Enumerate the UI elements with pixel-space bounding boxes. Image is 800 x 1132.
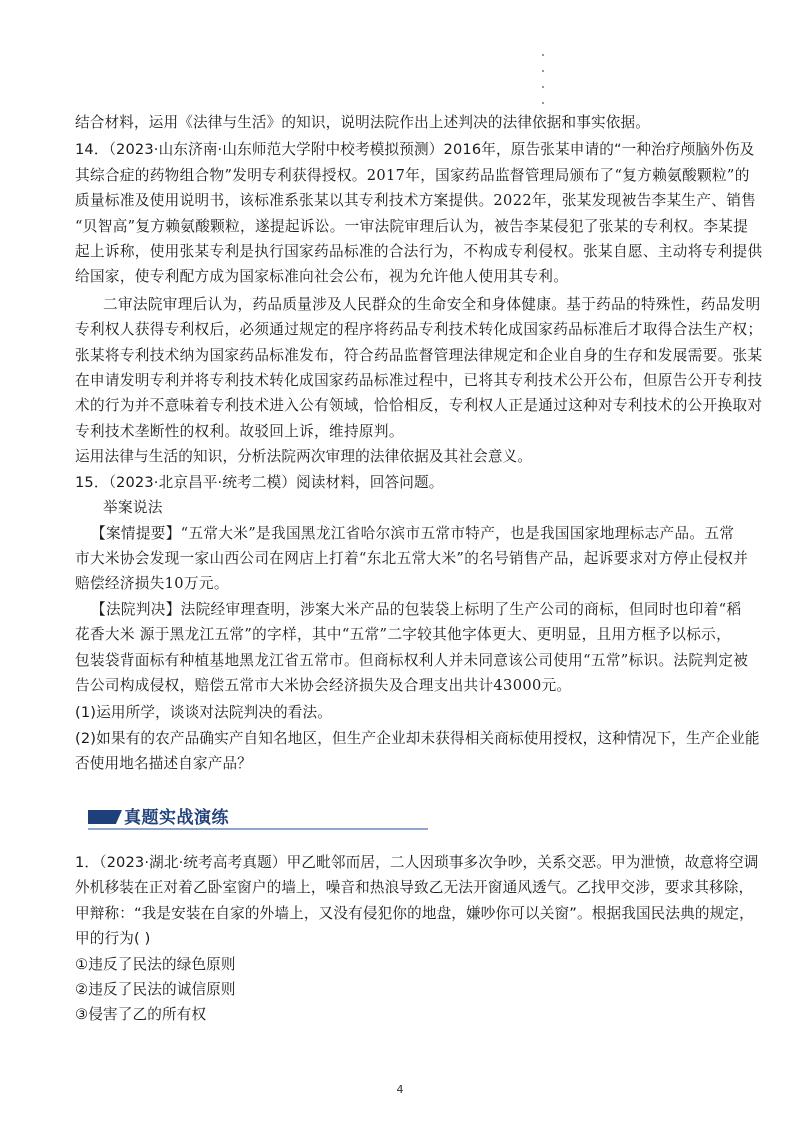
- r1-option: ②违反了民法的诚信原则: [75, 981, 236, 999]
- q15-verdict-line: 告公司构成侵权，赔偿五常市大米协会经济损失及合理支出共计43000元。: [75, 676, 572, 694]
- r1-line: 甲辩称：“我是安装在自家的外墙上，又没有侵犯你的地盘，嫌吵你可以关窗”。根据我国民法典的规定，: [75, 904, 754, 922]
- q15-verdict-line: 包装袋背面标有种植基地黑龙江省五常市。但商标权利人并未同意该公司使用“五常”标识。法院判定被: [75, 651, 749, 669]
- q14-line: 给国家，使专利配方成为国家标准向社会公布，视为允许他人使用其专利。: [75, 268, 569, 286]
- r1-line: 外机移装在正对着乙卧室窗户的墙上，噪音和热浪导致乙无法开窗通风透气。乙找甲交涉，要求其移除，: [75, 879, 754, 897]
- question-15: [75, 470, 760, 777]
- scan-dots: [540, 54, 546, 118]
- section-content: [75, 850, 759, 1028]
- page-number: 4: [396, 1083, 404, 1096]
- real-question-1: [75, 850, 759, 1028]
- q14-line: 其综合症的药物组合物”发明专利获得授权。2017年，国家药品监督管理局颁布了“复方赖氨酸颗粒”的: [75, 166, 750, 184]
- dot: [542, 70, 544, 72]
- q15-case-line: 赔偿经济损失10万元。: [75, 575, 229, 593]
- section-title: 真题实战演练: [124, 808, 229, 828]
- q15-subquestion-2: (2)如果有的农产品确实产自知名地区，但生产企业却未获得相关商标使用授权，这种情况下，生产企业能: [75, 729, 760, 747]
- q14-line: 质量标准及使用说明书，该标准系张某以其专利技术方案提供。2022年，张某发现被告李某生产、销售: [75, 192, 757, 210]
- q14-para2-line: 专利权人获得专利权后，必须通过规定的程序将药品专利技术转化成国家药品标准后才取得合法生产权；: [75, 321, 763, 339]
- q15-subquestion-2: 否使用地名描述自家产品？: [75, 755, 252, 773]
- r1-option: ③侵害了乙的所有权: [75, 1006, 207, 1024]
- section-underline: [88, 828, 428, 830]
- q14-line: 14．（2023·山东济南·山东师范大学附中校考模拟预测）2016年，原告张某申请的“一种治疗颅脑外伤及: [75, 141, 755, 159]
- q15-intro: 15．（2023·北京昌平·统考二模）阅读材料，回答问题。: [75, 473, 444, 491]
- dot: [542, 102, 544, 104]
- q15-subquestion-1: (1)运用所学，谈谈对法院判决的看法。: [75, 704, 333, 722]
- q15-verdict-line: 花香大米 源于黑龙江五常”的字样，其中“五常”二字较其他字体更大、更明显，且用方框予以标示，: [75, 626, 732, 644]
- dot: [542, 86, 544, 88]
- r1-line: 甲的行为( ): [75, 930, 151, 948]
- q14-question: 运用法律与生活的知识，分析法院两次审理的法律依据及其社会意义。: [75, 448, 533, 466]
- q14-line: “贝智高”复方赖氨酸颗粒，遂提起诉讼。一审法院审理后认为，被告李某侵犯了张某的专利权。李某提: [75, 217, 749, 235]
- q15-subtitle: 举案说法: [103, 499, 163, 517]
- q14-para2-line: 张某将专利技术纳为国家药品标准发布，符合药品监督管理法律规定和企业自身的生存和发展需要。张某: [75, 346, 763, 364]
- q15-verdict-line: 【法院判决】法院经审理查明，涉案大米产品的包装袋上标明了生产公司的商标，但同时也印着“稻: [91, 600, 742, 618]
- section-header-bar: [88, 810, 122, 824]
- q14-para2-line: 二审法院审理后认为，药品质量涉及人民群众的生命安全和身体健康。基于药品的特殊性，药品发明: [103, 295, 761, 313]
- main-content: [75, 110, 763, 777]
- q15-case-line: 【案情提要】“五常大米”是我国黑龙江省哈尔滨市五常市特产，也是我国国家地理标志产品。五常: [91, 524, 735, 542]
- section-header: [88, 801, 428, 831]
- q15-case-line: 市大米协会发现一家山西公司在网店上打着“东北五常大米”的名号销售产品，起诉要求对方停止侵权并: [75, 549, 749, 567]
- q13-question: 结合材料，运用《法律与生活》的知识，说明法院作出上述判决的法律依据和事实依据。: [75, 114, 651, 131]
- q14-para2-line: 术的行为并不意味着专利技术进入公有领域，恰恰相反，专利权人正是通过这种对专利技术的公开换取对: [75, 397, 763, 415]
- q14-line: 起上诉称，使用张某专利是执行国家药品标准的合法行为，不构成专利侵权。张某自愿、主动将专利提供: [75, 243, 763, 261]
- q14-para2-line: 在申请发明专利并将专利技术转化成国家药品标准过程中，已将其专利技术公开公布，但原告公开专利技: [75, 372, 763, 390]
- dot: [542, 54, 544, 56]
- r1-line: 1．（2023·湖北·统考高考真题）甲乙毗邻而居，二人因琐事多次争吵，关系交恶。甲为泄愤，故意将空调: [75, 854, 759, 871]
- r1-option: ①违反了民法的绿色原则: [75, 955, 236, 973]
- q14-para2-line: 专利技术垄断性的权利。故驳回上诉，维持原判。: [75, 422, 404, 440]
- question-14: [75, 137, 763, 469]
